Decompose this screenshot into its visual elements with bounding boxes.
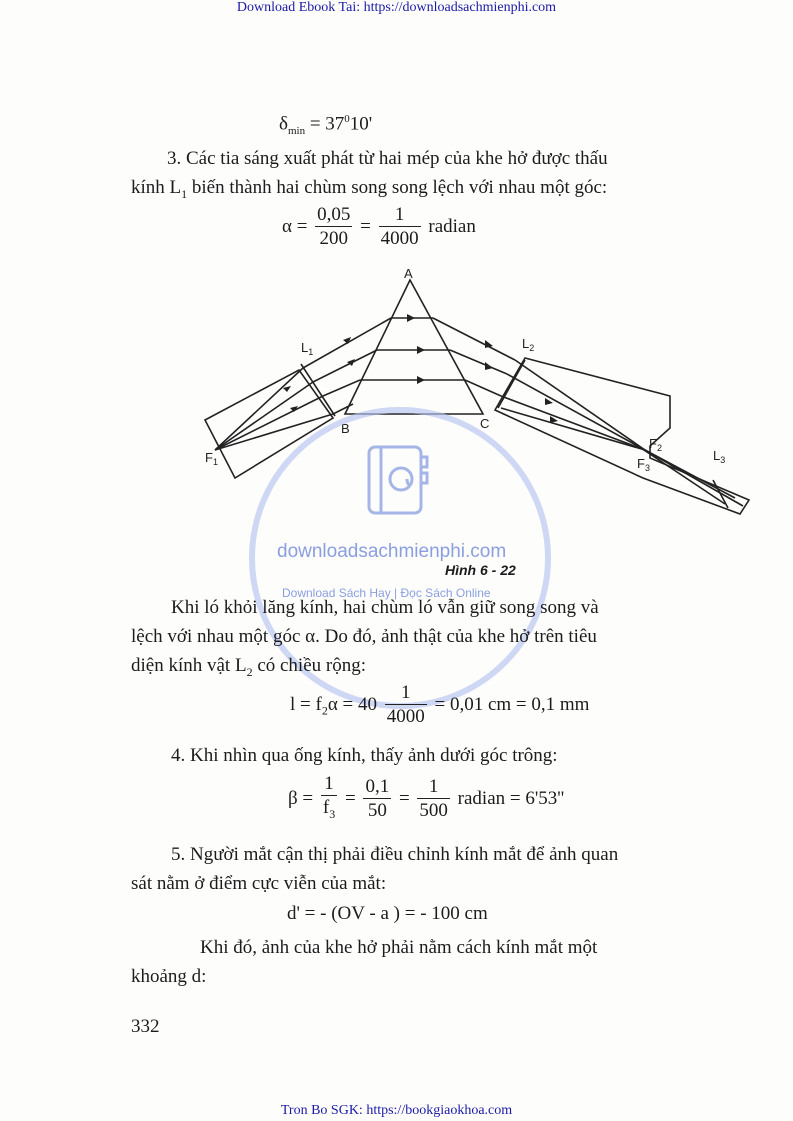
para6-line1: Khi đó, ảnh của khe hở phải nằm cách kính mắt một	[200, 937, 598, 958]
prism-outline	[345, 280, 483, 414]
beta-eq1: =	[344, 787, 356, 809]
delta-degree: 0	[344, 113, 350, 125]
l-fraction	[385, 682, 427, 729]
alpha-fraction-2	[379, 204, 421, 251]
lens-l2	[498, 360, 525, 408]
para-after-line2: lệch với nhau một góc α. Do đó, ảnh thật của khe hở trên tiêu	[131, 626, 597, 647]
alpha-num-2: 1	[379, 204, 421, 227]
equation-d: d' = - (OV - a ) = - 100 cm	[287, 903, 488, 924]
para-after-line3-a: diện kính vật L	[131, 655, 247, 676]
label-l1: $L_1$	[301, 340, 314, 357]
equation-beta	[288, 773, 564, 826]
beta-fraction-2	[363, 776, 391, 823]
beta-den-3: 500	[419, 799, 448, 821]
delta-minutes: 10'	[349, 113, 373, 135]
header-download-link[interactable]: Download Ebook Tai: https://downloadsachmienphi.com	[236, 0, 557, 15]
para3-line2	[131, 175, 607, 207]
para3-line2-sub: 1	[181, 186, 188, 201]
para6-line2: khoảng d:	[131, 966, 207, 987]
para5-line1: 5. Người mắt cận thị phải điều chỉnh kính mắt để ảnh quan	[171, 844, 619, 865]
label-c: C	[480, 416, 490, 431]
beta-num-2: 0,1	[365, 775, 390, 797]
equation-alpha	[282, 204, 476, 251]
label-a: A	[404, 268, 413, 281]
para-after-line3-b: có chiều rộng:	[252, 655, 366, 676]
footer-download-link[interactable]: Tron Bo SGK: https://bookgiaokhoa.com	[280, 1103, 513, 1118]
para3-line2-a: kính L	[131, 177, 182, 198]
alpha-den-1: 200	[319, 228, 349, 249]
delta-subscript: min	[287, 125, 306, 138]
para3-line2-b: biến thành hai chùm song song lệch với nhau một góc:	[187, 177, 608, 198]
label-b: B	[341, 421, 350, 436]
beta-fraction-3	[417, 776, 450, 823]
alpha-den-2: 4000	[380, 228, 419, 249]
beta-eq2: =	[398, 787, 410, 809]
watermark-site: downloadsachmienphi.com	[277, 541, 507, 562]
l-lhs: l = f	[290, 693, 322, 715]
l-mid: α = 40	[327, 693, 377, 715]
para4-line1: 4. Khi nhìn qua ống kính, thấy ảnh dưới góc trông:	[171, 745, 558, 766]
alpha-fraction-1	[315, 204, 352, 251]
l-sub: 2	[321, 703, 328, 718]
beta-den-1	[321, 796, 337, 826]
beta-den-1-f: f	[322, 797, 330, 818]
alpha-num-1: 0,05	[317, 204, 351, 225]
alpha-equals: =	[360, 215, 371, 237]
delta-symbol: δ	[279, 113, 288, 135]
alpha-unit: radian	[428, 215, 476, 237]
label-f3: $F_3$	[637, 456, 650, 473]
l-num: 1	[385, 682, 427, 705]
equation-delta-min	[279, 113, 372, 137]
l-den: 4000	[386, 706, 425, 727]
equation-l	[290, 682, 589, 729]
l-rhs: = 0,01 cm = 0,1 mm	[434, 693, 590, 715]
beta-lhs: β =	[288, 787, 314, 809]
beta-num-3: 1	[417, 776, 450, 799]
para-after-line1: Khi ló khỏi lăng kính, hai chùm ló vẫn giữ song song và	[171, 597, 599, 618]
label-l2: $L_2$	[522, 336, 535, 353]
para-after-line3	[131, 653, 366, 685]
para-after-line3-sub: 2	[246, 664, 253, 679]
beta-rhs: radian = 6'53''	[457, 787, 565, 809]
figure-caption: Hình 6 - 22	[445, 562, 516, 578]
beta-num-1: 1	[321, 773, 337, 796]
page-number: 332	[131, 1016, 160, 1037]
beta-fraction-1	[321, 773, 337, 826]
para5-line2: sát nằm ở điểm cực viễn của mắt:	[131, 873, 387, 894]
watermark-tagline: Download Sách Hay | Đọc Sách Online	[282, 586, 491, 600]
delta-value: = 37	[309, 113, 345, 135]
para3-line1: 3. Các tia sáng xuất phát từ hai mép của khe hở được thấu	[167, 148, 608, 169]
label-f1: $F_1$	[205, 450, 218, 467]
label-l3: $L_3$	[713, 448, 726, 465]
label-f2: $F_2$	[649, 436, 662, 453]
alpha-lhs: α =	[282, 215, 308, 237]
beta-den-1-sub: 3	[329, 806, 336, 821]
beta-den-2: 50	[367, 799, 387, 821]
watermark-book-icon	[369, 447, 427, 513]
